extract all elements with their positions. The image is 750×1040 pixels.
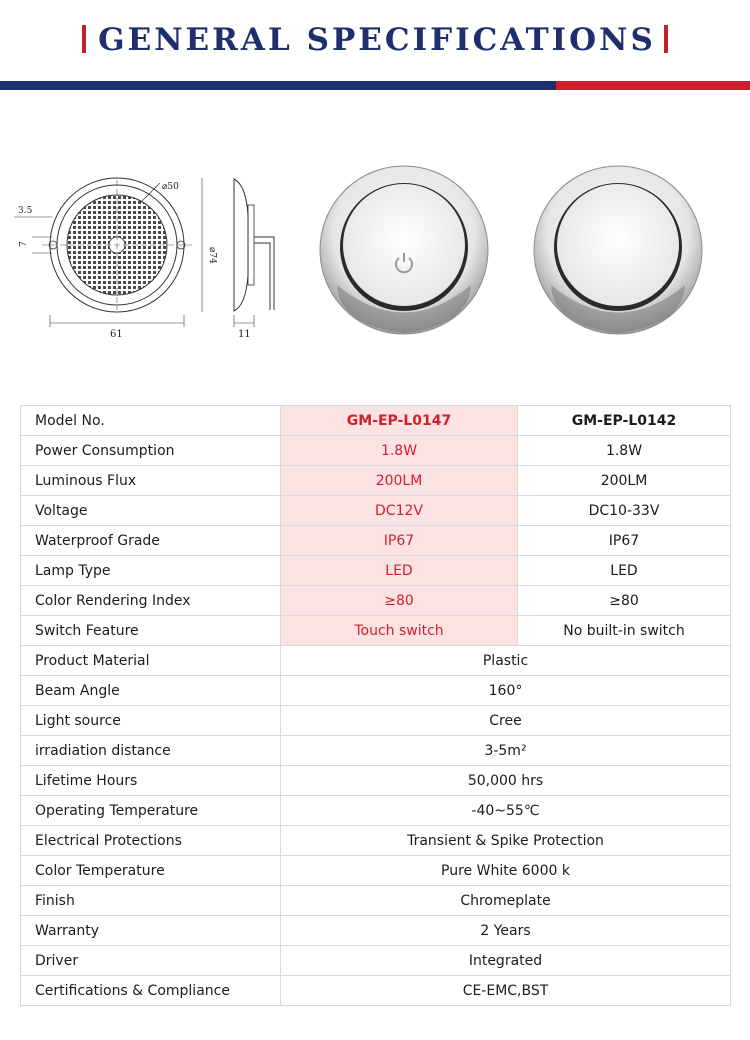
shared-value: Plastic [281, 646, 731, 676]
technical-drawing [12, 175, 302, 340]
table-row [21, 466, 731, 496]
model-1-value: 200LM [281, 466, 518, 496]
row-label: Color Temperature [21, 856, 281, 886]
table-row [21, 856, 731, 886]
row-label: Switch Feature [21, 616, 281, 646]
header-stripe-red [556, 81, 750, 90]
model-1-cell: GM-EP-L0147 [281, 406, 518, 436]
table-row [21, 886, 731, 916]
shared-value: 3-5m² [281, 736, 731, 766]
shared-value: Cree [281, 706, 731, 736]
model-1-value: LED [281, 556, 518, 586]
product-images [0, 150, 750, 350]
dim-top: 3.5 [18, 206, 33, 216]
table-row [21, 496, 731, 526]
page-header [0, 0, 750, 92]
row-label: Operating Temperature [21, 796, 281, 826]
dim-side: 7 [19, 241, 29, 247]
shared-value: Integrated [281, 946, 731, 976]
header-stripe-navy [0, 81, 556, 90]
shared-value: -40~55℃ [281, 796, 731, 826]
row-label: Light source [21, 706, 281, 736]
shared-value: CE-EMC,BST [281, 976, 731, 1006]
row-label: Driver [21, 946, 281, 976]
row-label: irradiation distance [21, 736, 281, 766]
model-1-value: DC12V [281, 496, 518, 526]
row-label: Warranty [21, 916, 281, 946]
shared-value: Chromeplate [281, 886, 731, 916]
table-row [21, 676, 731, 706]
title-bar-right [664, 25, 668, 53]
model-2-cell: GM-EP-L0142 [518, 406, 731, 436]
shared-value: 160° [281, 676, 731, 706]
row-label: Product Material [21, 646, 281, 676]
table-row [21, 976, 731, 1006]
row-label: Voltage [21, 496, 281, 526]
table-row [21, 736, 731, 766]
row-label: Lifetime Hours [21, 766, 281, 796]
model-2-value: IP67 [518, 526, 731, 556]
model-2-value: No built-in switch [518, 616, 731, 646]
product-photo-l0147 [319, 165, 489, 335]
model-2-value: ≥80 [518, 586, 731, 616]
row-label: Certifications & Compliance [21, 976, 281, 1006]
table-row [21, 916, 731, 946]
row-label: Luminous Flux [21, 466, 281, 496]
row-label: Power Consumption [21, 436, 281, 466]
row-label: Finish [21, 886, 281, 916]
table-row [21, 526, 731, 556]
row-label: Model No. [21, 406, 281, 436]
row-label: Beam Angle [21, 676, 281, 706]
table-row [21, 646, 731, 676]
product-photo-l0142 [533, 165, 703, 335]
table-row [21, 796, 731, 826]
row-label: Color Rendering Index [21, 586, 281, 616]
page-title: GENERAL SPECIFICATIONS [98, 22, 656, 58]
model-2-value: LED [518, 556, 731, 586]
model-1-value: IP67 [281, 526, 518, 556]
shared-value: 2 Years [281, 916, 731, 946]
table-row [21, 586, 731, 616]
model-1-value: Touch switch [281, 616, 518, 646]
row-label: Waterproof Grade [21, 526, 281, 556]
title-bar-left [82, 25, 86, 53]
side-profile [234, 179, 248, 311]
row-label: Lamp Type [21, 556, 281, 586]
model-1-value: 1.8W [281, 436, 518, 466]
model-2-value: DC10-33V [518, 496, 731, 526]
table-row [21, 826, 731, 856]
table-row [21, 766, 731, 796]
table-row [21, 616, 731, 646]
model-1-value: ≥80 [281, 586, 518, 616]
model-2-value: 200LM [518, 466, 731, 496]
row-label: Electrical Protections [21, 826, 281, 856]
dim-depth: 11 [238, 329, 251, 340]
dim-inner-diameter: ⌀50 [162, 182, 179, 192]
model-2-value: 1.8W [518, 436, 731, 466]
spec-table [20, 405, 731, 1006]
shared-value: 50,000 hrs [281, 766, 731, 796]
shared-value: Pure White 6000 k [281, 856, 731, 886]
dim-width: 61 [110, 329, 123, 340]
shared-value: Transient & Spike Protection [281, 826, 731, 856]
table-row [21, 946, 731, 976]
table-row-model [21, 406, 731, 436]
table-row [21, 706, 731, 736]
dim-outer-diameter: ⌀74 [207, 247, 217, 264]
table-row [21, 436, 731, 466]
title-wrap [0, 22, 750, 58]
table-row [21, 556, 731, 586]
